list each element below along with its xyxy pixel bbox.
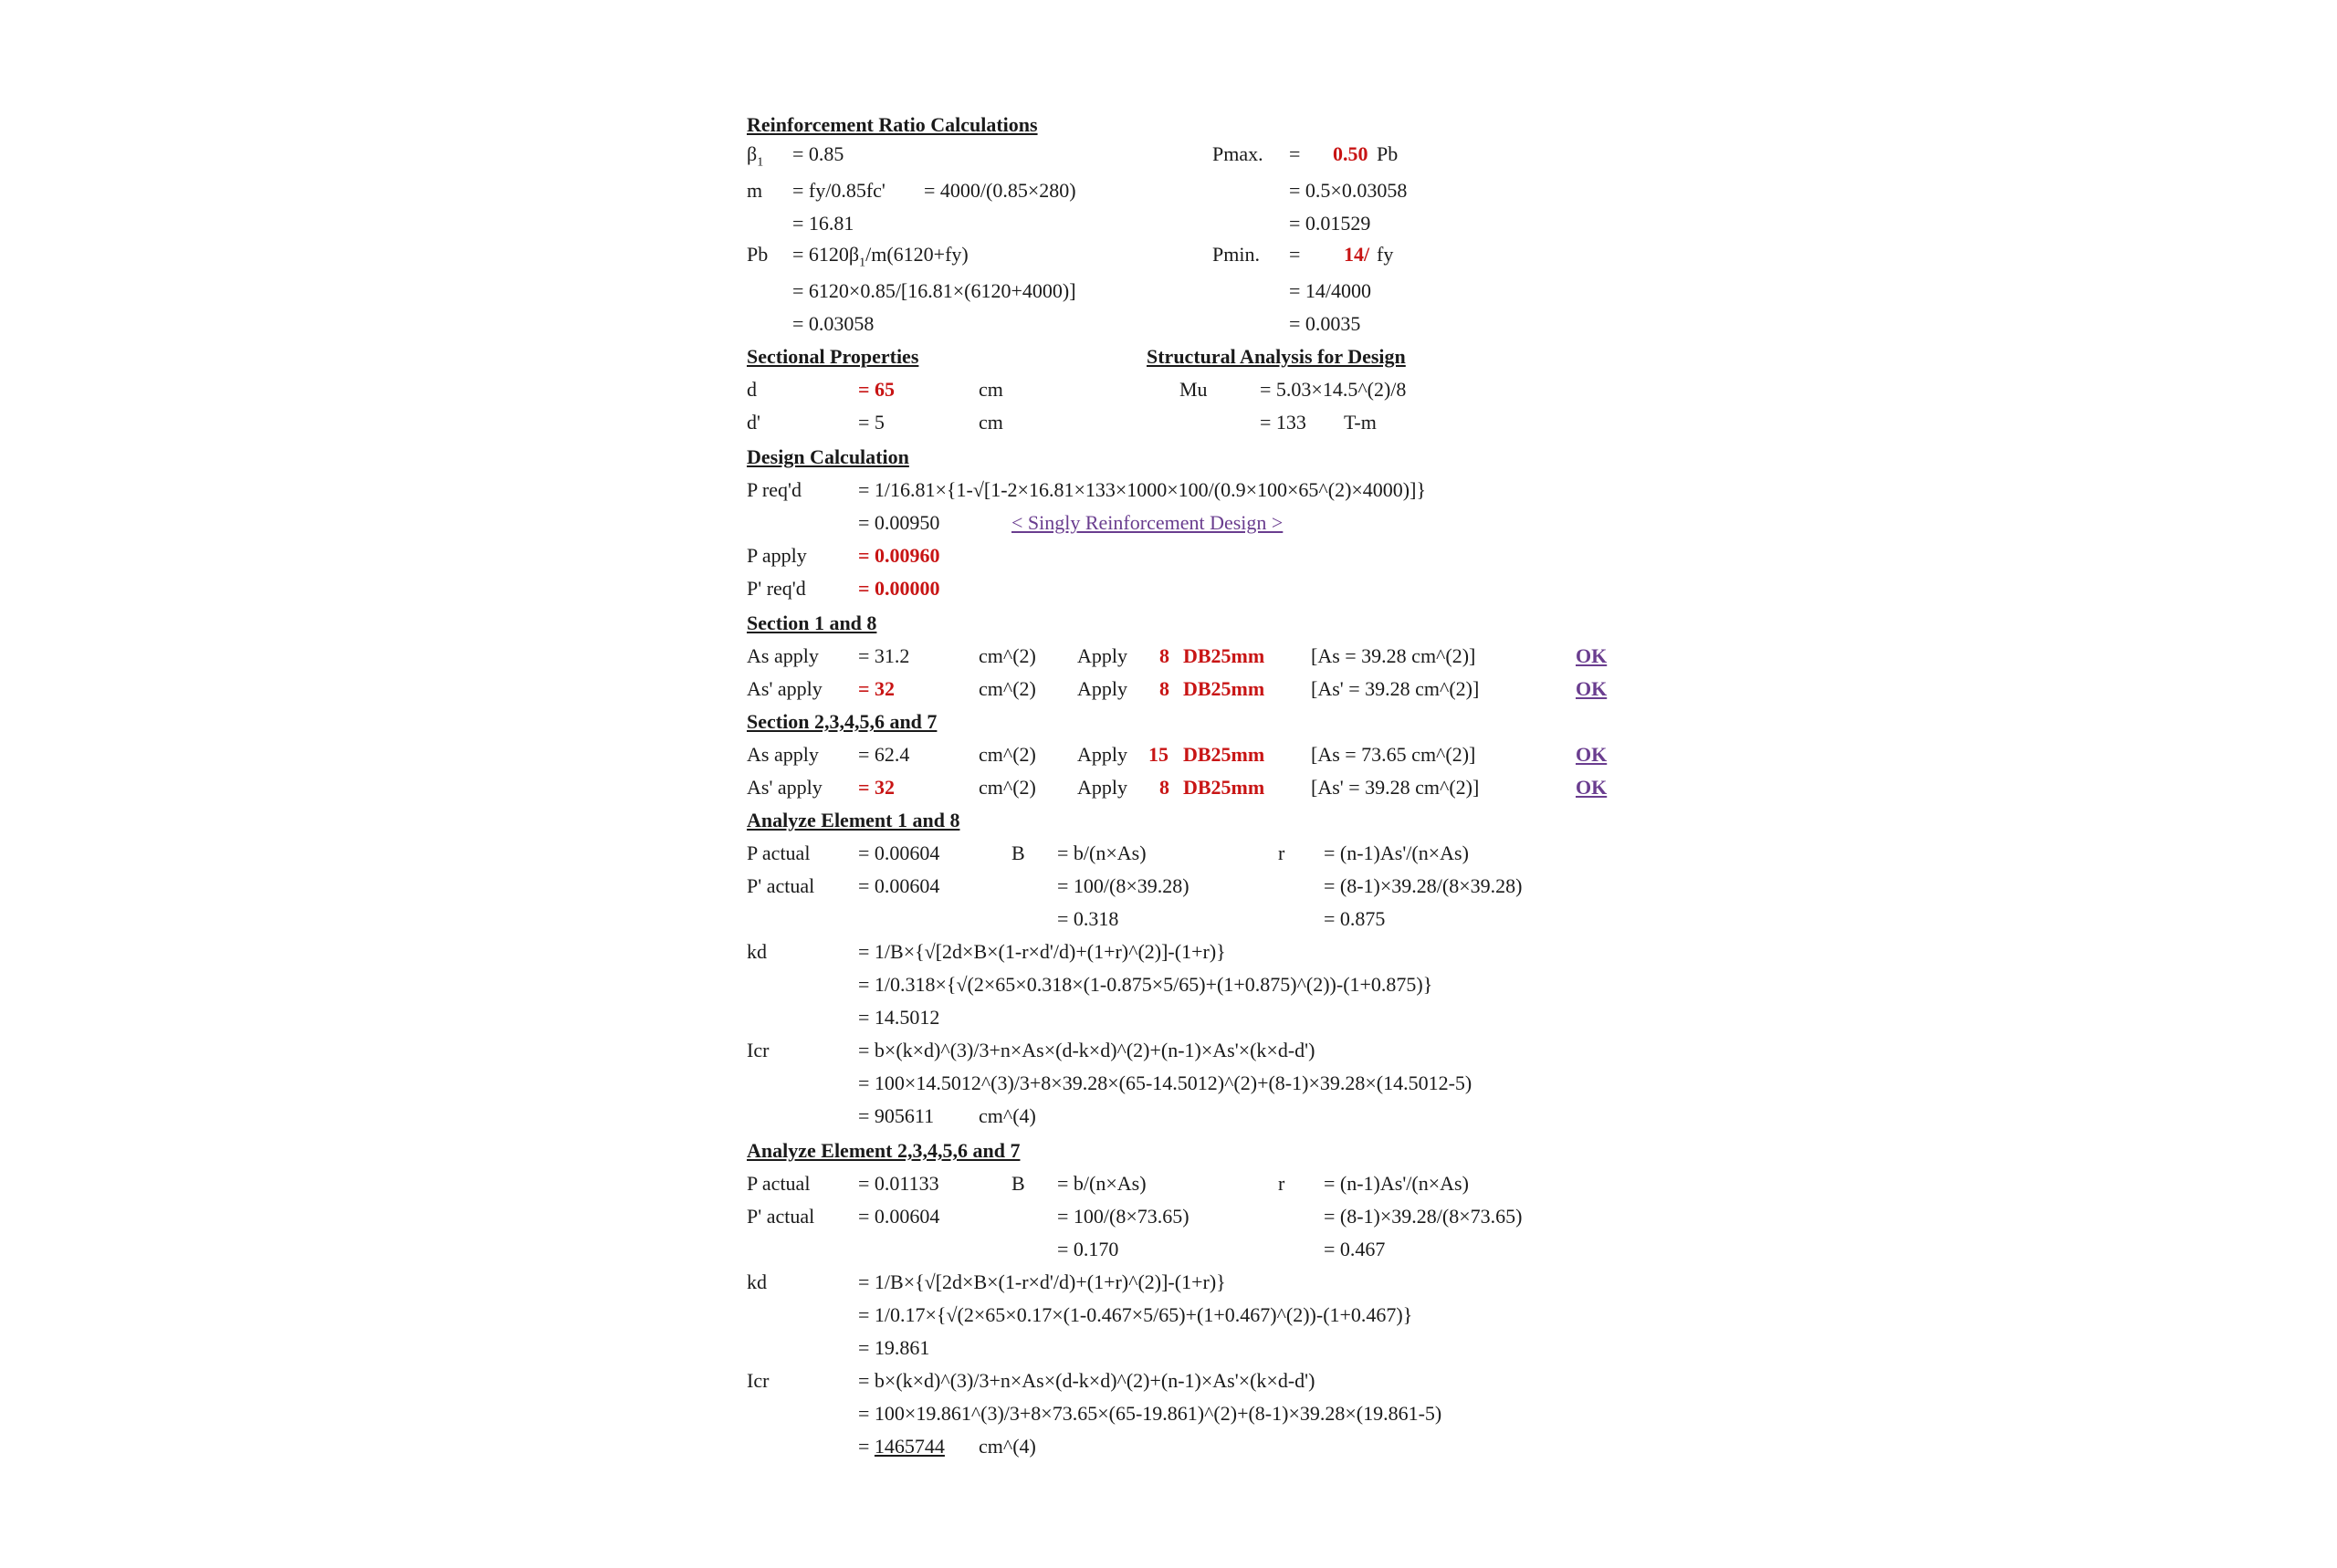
- r-calc: = (8-1)×39.28/(8×73.65): [1324, 1205, 1523, 1228]
- preq-label: P req'd: [747, 478, 802, 501]
- kd-value: = 14.5012: [858, 1006, 940, 1029]
- asp-result: [As' = 39.28 cm^(2)]: [1311, 677, 1480, 700]
- pmin-eq: =: [1289, 243, 1301, 266]
- m-label: m: [747, 179, 763, 202]
- ok-link[interactable]: OK: [1576, 677, 1608, 700]
- pb-formula: = $6120\beta_1/m(6120+fy)$: [792, 243, 969, 270]
- pp-actual-value: = 0.00604: [858, 874, 940, 897]
- bar-count: 15: [1148, 743, 1168, 766]
- icr-formula: = b×(k×d)^(3)/3+n×As×(d-k×d)^(2)+(n-1)×As'×(k×d-d'): [858, 1369, 1315, 1392]
- as-result: [As = 39.28 cm^(2)]: [1311, 644, 1476, 667]
- asp-result: [As' = 39.28 cm^(2)]: [1311, 776, 1480, 799]
- pmax-value: = 0.01529: [1289, 212, 1371, 235]
- preq-formula: = 1/16.81×{1-√[1-2×16.81×133×1000×100/(0.9×100×65^(2)×4000)]}: [858, 478, 1427, 501]
- ok-link[interactable]: OK: [1576, 776, 1608, 799]
- asp-apply-value: = 32: [858, 677, 896, 700]
- icr-unit: cm^(4): [979, 1435, 1036, 1458]
- element-heading: Analyze Element 1 and 8: [747, 809, 960, 831]
- r-label: r: [1278, 841, 1285, 864]
- as-apply-unit: cm^(2): [979, 743, 1036, 766]
- bar-count: 8: [1159, 776, 1169, 799]
- bar-size: DB25mm: [1183, 776, 1265, 799]
- structural-heading: Structural Analysis for Design: [1147, 345, 1406, 368]
- icr-calc: = 100×19.861^(3)/3+8×73.65×(65-19.861)^(2)+(8-1)×39.28×(19.861-5): [858, 1402, 1442, 1425]
- pmin-label: Pmin.: [1212, 243, 1260, 266]
- p-actual-label: P actual: [747, 841, 811, 864]
- kd-label: kd: [747, 1270, 767, 1293]
- bar-count: 8: [1159, 677, 1169, 700]
- pmax-calc: = 0.5×0.03058: [1289, 179, 1408, 202]
- ok-link[interactable]: OK: [1576, 644, 1608, 667]
- mu-formula: = 5.03×14.5^(2)/8: [1260, 378, 1407, 401]
- kd-calc: = 1/0.318×{√(2×65×0.318×(1-0.875×5/65)+(1+0.875)^(2))-(1+0.875)}: [858, 973, 1433, 996]
- d-unit: cm: [979, 378, 1003, 401]
- as-apply-value: = 62.4: [858, 743, 910, 766]
- b-calc: = 100/(8×73.65): [1057, 1205, 1189, 1228]
- pb-label: Pb: [747, 243, 769, 266]
- p-actual-value: = 0.01133: [858, 1172, 939, 1195]
- p-actual-label: P actual: [747, 1172, 811, 1195]
- as-apply-label: As apply: [747, 743, 819, 766]
- pmin-calc: = 14/4000: [1289, 279, 1372, 302]
- kd-formula: = 1/B×{√[2d×B×(1-r×d'/d)+(1+r)^(2)]-(1+r)}: [858, 940, 1226, 963]
- sectional-heading: Sectional Properties: [747, 345, 919, 368]
- b-calc: = 100/(8×39.28): [1057, 874, 1189, 897]
- icr-label: Icr: [747, 1369, 770, 1392]
- mu-value: = 133: [1260, 411, 1306, 434]
- b-value: = 0.318: [1057, 907, 1119, 930]
- apply-label: Apply: [1077, 776, 1127, 799]
- bar-count: 8: [1159, 644, 1169, 667]
- dprime-unit: cm: [979, 411, 1003, 434]
- section-heading: Section 1 and 8: [747, 612, 877, 634]
- dprime-value: = 5: [858, 411, 885, 434]
- beta-value: = 0.85: [792, 142, 844, 165]
- mu-label: Mu: [1179, 378, 1208, 401]
- m-value: = 16.81: [792, 212, 854, 235]
- pmax-label: Pmax.: [1212, 142, 1263, 165]
- icr-value: = 905611: [858, 1104, 935, 1127]
- asp-apply-label: As' apply: [747, 776, 823, 799]
- b-label: B: [1011, 1172, 1025, 1195]
- design-heading: Design Calculation: [747, 445, 909, 468]
- d-label: d: [747, 378, 757, 401]
- icr-label: Icr: [747, 1039, 770, 1061]
- pb-substitution: = 6120×0.85/[16.81×(6120+4000)]: [792, 279, 1076, 302]
- element-heading: Analyze Element 2,3,4,5,6 and 7: [747, 1139, 1021, 1162]
- m-formula: = fy/0.85fc': [792, 179, 886, 202]
- r-calc: = (8-1)×39.28/(8×39.28): [1324, 874, 1523, 897]
- section-heading: Section 2,3,4,5,6 and 7: [747, 710, 938, 733]
- as-apply-unit: cm^(2): [979, 644, 1036, 667]
- apply-label: Apply: [1077, 644, 1127, 667]
- kd-value: = 19.861: [858, 1336, 930, 1359]
- kd-calc: = 1/0.17×{√(2×65×0.17×(1-0.467×5/65)+(1+0.467)^(2))-(1+0.467)}: [858, 1303, 1413, 1326]
- r-label: r: [1278, 1172, 1285, 1195]
- pmin-value: = 0.0035: [1289, 312, 1361, 335]
- icr-unit: cm^(4): [979, 1104, 1036, 1127]
- asp-apply-unit: cm^(2): [979, 677, 1036, 700]
- preq-value: = 0.00950: [858, 511, 940, 534]
- apply-label: Apply: [1077, 677, 1127, 700]
- asp-apply-value: = 32: [858, 776, 896, 799]
- papply-label: P apply: [747, 544, 807, 567]
- r-formula: = (n-1)As'/(n×As): [1324, 841, 1469, 864]
- pmax-factor: 0.50: [1333, 142, 1368, 165]
- bar-size: DB25mm: [1183, 743, 1265, 766]
- b-label: B: [1011, 841, 1025, 864]
- asp-apply-label: As' apply: [747, 677, 823, 700]
- d-value: = 65: [858, 378, 896, 401]
- pp-actual-value: = 0.00604: [858, 1205, 940, 1228]
- icr-value: = 1465744: [858, 1435, 945, 1458]
- papply-value: = 0.00960: [858, 544, 940, 567]
- bar-size: DB25mm: [1183, 644, 1265, 667]
- ppreq-label: P' req'd: [747, 577, 806, 600]
- singly-reinforcement-link[interactable]: < Singly Reinforcement Design >: [1011, 511, 1284, 534]
- r-value: = 0.875: [1324, 907, 1386, 930]
- r-value: = 0.467: [1324, 1238, 1386, 1260]
- icr-formula: = b×(k×d)^(3)/3+n×As×(d-k×d)^(2)+(n-1)×As'×(k×d-d'): [858, 1039, 1315, 1061]
- kd-label: kd: [747, 940, 767, 963]
- as-apply-label: As apply: [747, 644, 819, 667]
- beta-label: $\beta_1$: [747, 142, 764, 170]
- pp-actual-label: P' actual: [747, 1205, 815, 1228]
- icr-calc: = 100×14.5012^(3)/3+8×39.28×(65-14.5012)^(2)+(8-1)×39.28×(14.5012-5): [858, 1071, 1472, 1094]
- pmax-unit: Pb: [1377, 142, 1399, 165]
- icr-value-underlined: 1465744: [874, 1435, 945, 1458]
- ppreq-value: = 0.00000: [858, 577, 940, 600]
- b-value: = 0.170: [1057, 1238, 1119, 1260]
- asp-apply-unit: cm^(2): [979, 776, 1036, 799]
- dprime-label: d': [747, 411, 760, 434]
- pb-value: = 0.03058: [792, 312, 875, 335]
- pmin-unit: fy: [1377, 243, 1394, 266]
- as-result: [As = 73.65 cm^(2)]: [1311, 743, 1476, 766]
- m-substitution: = 4000/(0.85×280): [924, 179, 1076, 202]
- as-apply-value: = 31.2: [858, 644, 910, 667]
- r-formula: = (n-1)As'/(n×As): [1324, 1172, 1469, 1195]
- pmax-eq: =: [1289, 142, 1301, 165]
- pmin-factor: 14/: [1344, 243, 1370, 266]
- kd-formula: = 1/B×{√[2d×B×(1-r×d'/d)+(1+r)^(2)]-(1+r)}: [858, 1270, 1226, 1293]
- pp-actual-label: P' actual: [747, 874, 815, 897]
- ratio-heading: Reinforcement Ratio Calculations: [747, 113, 1038, 136]
- apply-label: Apply: [1077, 743, 1127, 766]
- mu-unit: T-m: [1344, 411, 1377, 434]
- p-actual-value: = 0.00604: [858, 841, 940, 864]
- b-formula: = b/(n×As): [1057, 1172, 1147, 1195]
- ok-link[interactable]: OK: [1576, 743, 1608, 766]
- bar-size: DB25mm: [1183, 677, 1265, 700]
- b-formula: = b/(n×As): [1057, 841, 1147, 864]
